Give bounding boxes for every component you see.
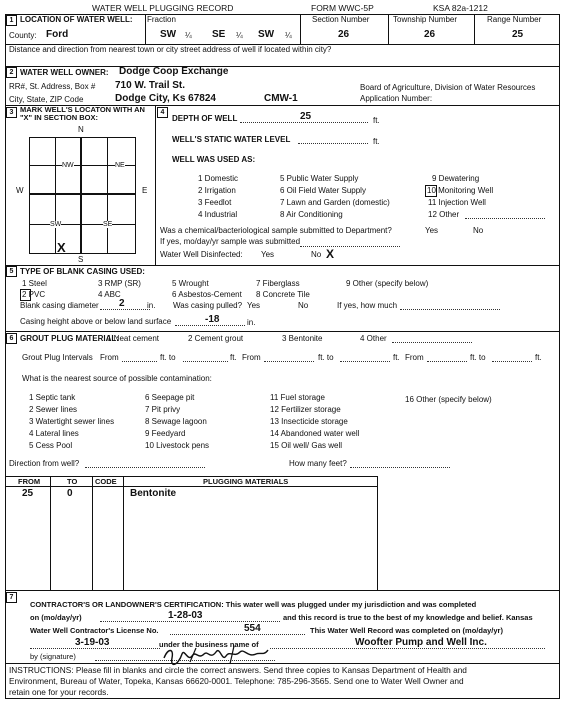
table-header-materials: PLUGGING MATERIALS <box>203 477 289 486</box>
source-seepage: 6 Seepage pit <box>145 393 195 402</box>
interval-from-2: From <box>242 353 261 362</box>
section-2-number: 2 <box>6 67 17 78</box>
diameter-value: 2 <box>119 298 125 309</box>
application-number-label: Application Number: <box>360 94 433 103</box>
interval-to-2: ft. to <box>318 353 334 362</box>
casing-asbestos: 6 Asbestos-Cement <box>172 290 242 299</box>
address-label: RR#, St. Address, Box # <box>9 82 96 91</box>
table-cell-material: Bentonite <box>130 488 177 499</box>
instructions-line-3: retain one for your records. <box>9 687 109 697</box>
source-fertilizer: 12 Fertilizer storage <box>270 405 341 414</box>
interval-to-3: ft. to <box>470 353 486 362</box>
casing-pulled-question: Was casing pulled? <box>173 301 243 310</box>
compass-n: N <box>78 125 84 134</box>
range-number-label: Range Number <box>487 15 542 24</box>
casing-rmp: 3 RMP (SR) <box>98 279 141 288</box>
instructions-line-1: INSTRUCTIONS: Please fill in blanks and circle the correct answers. Send three copies to Kansas Department of Health and <box>9 665 467 675</box>
sample-date-question: If yes, mo/day/yr sample was submitted <box>160 237 301 246</box>
board-label: Board of Agriculture, Division of Water Resources <box>360 83 536 92</box>
chem-yes: Yes <box>425 226 439 235</box>
interval-ft-1: ft. <box>230 353 237 362</box>
compass-s: S <box>78 255 84 264</box>
table-header-to: TO <box>67 477 78 486</box>
business-name-label: under the business name of <box>159 640 259 649</box>
disinfected-yes: Yes <box>261 250 275 259</box>
section-4-number: 4 <box>157 107 168 118</box>
casing-wrought: 5 Wrought <box>172 279 209 288</box>
pulled-no: No <box>298 301 309 310</box>
compass-e: E <box>142 186 148 195</box>
completed-text: This Water Well Record was completed on (mo/day/yr) <box>310 626 503 635</box>
section-number-value: 26 <box>338 29 350 40</box>
direction-question: Direction from well? <box>9 459 80 468</box>
use-lawn-garden: 7 Lawn and Garden (domestic) <box>280 198 390 207</box>
source-lagoon: 8 Sewage lagoon <box>145 417 207 426</box>
source-insecticide: 13 Insecticide storage <box>270 417 348 426</box>
form-title: WATER WELL PLUGGING RECORD <box>92 3 234 13</box>
use-air-conditioning: 8 Air Conditioning <box>280 210 343 219</box>
license-label: Water Well Contractor's License No. <box>30 626 159 635</box>
casing-fiberglass: 7 Fiberglass <box>256 279 300 288</box>
quarter-2: ¼ <box>236 31 243 40</box>
static-ft: ft. <box>373 137 380 146</box>
section-5-number: 5 <box>6 266 17 277</box>
casing-other: 9 Other (specify below) <box>346 279 429 288</box>
use-irrigation: 2 Irrigation <box>198 186 236 195</box>
grout-cement-grout: 2 Cement grout <box>188 334 244 343</box>
well-id: CMW-1 <box>264 93 298 104</box>
owner-label: WATER WELL OWNER: <box>20 68 109 77</box>
on-date-label: on (mo/day/yr) <box>30 613 82 622</box>
how-much-label: If yes, how much <box>337 301 398 310</box>
owner-value: Dodge Coop Exchange <box>119 66 229 77</box>
source-septic: 1 Septic tank <box>29 393 76 402</box>
interval-from-3: From <box>405 353 424 362</box>
fraction-3: SW <box>258 29 275 40</box>
source-other: 16 Other (specify below) <box>405 395 492 404</box>
ksa-reference: KSA 82a-1212 <box>433 3 488 13</box>
casing-height-label: Casing height above or below land surface <box>20 317 172 326</box>
true-record-text: and this record is true to the best of my knowledge and belief. Kansas <box>283 613 533 622</box>
quarter-3: ¼ <box>285 31 292 40</box>
section-6-number: 6 <box>6 333 17 344</box>
interval-ft-3: ft. <box>535 353 542 362</box>
disinfected-no: No <box>311 250 322 259</box>
address-value: 710 W. Trail St. <box>115 80 186 91</box>
table-cell-from: 25 <box>22 488 34 499</box>
county-label: County: <box>9 31 37 40</box>
fraction-label: Fraction <box>147 15 176 24</box>
city-label: City, State, ZIP Code <box>9 95 84 104</box>
quadrant-sw: SW <box>50 221 62 228</box>
certification-line-1: CONTRACTOR'S OR LANDOWNER'S CERTIFICATION: This water well was plugged under my jurisdiction and was completed <box>30 600 477 609</box>
chem-no: No <box>473 226 484 235</box>
use-domestic: 1 Domestic <box>198 174 239 183</box>
casing-steel: 1 Steel <box>22 279 47 288</box>
interval-from-1: From <box>100 353 119 362</box>
fraction-2: SE <box>212 29 226 40</box>
source-abandoned-well: 14 Abandoned water well <box>270 429 360 438</box>
pulled-yes: Yes <box>247 301 261 310</box>
use-oil-field: 6 Oil Field Water Supply <box>280 186 366 195</box>
casing-pvc: 2 PVC <box>22 290 46 299</box>
source-lateral: 4 Lateral lines <box>29 429 79 438</box>
on-date-value: 1-28-03 <box>168 610 203 621</box>
business-name-value: Woofter Pump and Well Inc. <box>355 637 487 648</box>
form-number: FORM WWC-5P <box>311 3 374 13</box>
completed-date-value: 3-19-03 <box>75 637 110 648</box>
township-number-label: Township Number <box>393 15 458 24</box>
instructions-line-2: Environment, Bureau of Water, Topeka, Kansas 66620-0001. Telephone: 785-296-3565. Send one to Water Well Owner and <box>9 676 464 686</box>
casing-concrete: 8 Concrete Tile <box>256 290 310 299</box>
depth-ft: ft. <box>373 116 380 125</box>
casing-height-in: in. <box>247 318 256 327</box>
diameter-label: Blank casing diameter <box>20 301 99 310</box>
well-location-mark: X <box>57 240 66 255</box>
use-dewatering: 9 Dewatering <box>432 174 480 183</box>
source-pit-privy: 7 Pit privy <box>145 405 181 414</box>
distance-label: Distance and direction from nearest town or city street address of well if located within city? <box>9 45 332 54</box>
grout-bentonite: 3 Bentonite <box>282 334 323 343</box>
compass-w: W <box>16 186 24 195</box>
use-other: 12 Other <box>428 210 460 219</box>
section-number-label: Section Number <box>312 15 370 24</box>
static-level-label: WELL'S STATIC WATER LEVEL <box>172 135 291 144</box>
use-feedlot: 3 Feedlot <box>198 198 232 207</box>
range-number-value: 25 <box>512 29 524 40</box>
source-cess-pool: 5 Cess Pool <box>29 441 73 450</box>
casing-height-value: -18 <box>205 314 220 325</box>
casing-type-label: TYPE OF BLANK CASING USED: <box>20 267 145 276</box>
table-header-from: FROM <box>18 477 41 486</box>
quadrant-nw: NW <box>62 162 74 169</box>
intervals-label: Grout Plug Intervals <box>22 353 93 362</box>
depth-label: DEPTH OF WELL <box>172 114 238 123</box>
use-injection: 11 Injection Well <box>428 198 486 207</box>
fraction-1: SW <box>160 29 177 40</box>
feet-question: How many feet? <box>289 459 347 468</box>
county-value: Ford <box>46 29 69 40</box>
section-3-number: 3 <box>6 107 17 118</box>
source-oil-gas-well: 15 Oil well/ Gas well <box>270 441 343 450</box>
grout-other: 4 Other <box>360 334 387 343</box>
casing-abc: 4 ABC <box>98 290 121 299</box>
use-industrial: 4 Industrial <box>198 210 238 219</box>
interval-ft-2: ft. <box>393 353 400 362</box>
city-value: Dodge City, Ks 67824 <box>115 93 216 104</box>
depth-value: 25 <box>300 111 312 122</box>
source-fuel: 11 Fuel storage <box>270 393 325 402</box>
use-monitoring-well: 10 Monitoring Well <box>427 186 494 195</box>
grout-label: GROUT PLUG MATERIAL: <box>20 334 119 343</box>
source-watertight: 3 Watertight sewer lines <box>29 417 115 426</box>
quadrant-se: SE <box>103 221 113 228</box>
section-1-number: 1 <box>6 15 17 26</box>
quarter-1: ¼ <box>185 31 192 40</box>
interval-to-1: ft. to <box>160 353 176 362</box>
disinfected-no-mark: X <box>326 247 335 261</box>
chem-sample-question: Was a chemical/bacteriological sample submitted to Department? <box>160 226 392 235</box>
section-box-label-1: MARK WELL'S LOCATON WITH AN <box>20 105 145 114</box>
section-7-number: 7 <box>6 592 17 603</box>
section-box-label-2: "X" IN SECTION BOX: <box>20 113 98 122</box>
grout-neat-cement: 1 Neat cement <box>107 334 160 343</box>
source-feedyard: 9 Feedyard <box>145 429 186 438</box>
quadrant-ne: NE <box>115 162 125 169</box>
license-value: 554 <box>244 623 261 634</box>
diameter-in: in. <box>147 301 156 310</box>
use-public-water: 5 Public Water Supply <box>280 174 359 183</box>
township-number-value: 26 <box>424 29 436 40</box>
signature-label: by (signature) <box>30 652 76 661</box>
contamination-question: What is the nearest source of possible contamination: <box>22 374 212 383</box>
source-livestock: 10 Livestock pens <box>145 441 210 450</box>
section-box <box>29 137 136 254</box>
disinfected-question: Water Well Disinfected: <box>160 250 243 259</box>
used-as-label: WELL WAS USED AS: <box>172 155 256 164</box>
table-header-code: CODE <box>95 477 117 486</box>
location-label: LOCATION OF WATER WELL: <box>20 15 133 24</box>
table-cell-to: 0 <box>67 488 73 499</box>
source-sewer: 2 Sewer lines <box>29 405 78 414</box>
